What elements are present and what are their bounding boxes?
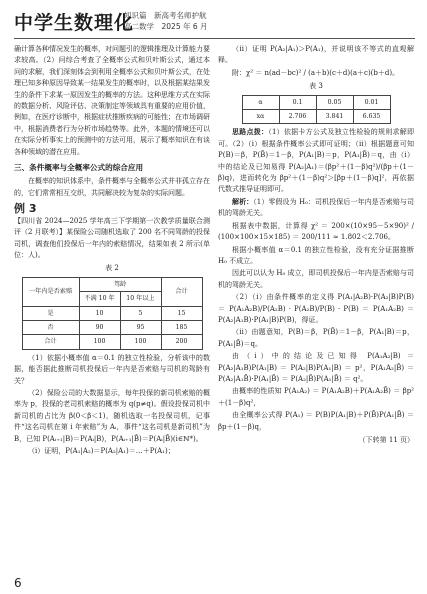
table-cell: 合计 — [22, 335, 79, 349]
critical-value-table — [242, 95, 391, 125]
table-row — [22, 335, 202, 349]
table-cell: 100 — [120, 335, 161, 349]
table-row — [22, 306, 202, 320]
table-cell: 95 — [120, 320, 161, 334]
question-2-ii: （ii）证明 P(A₂|A₁)＞P(A₁)，并说明该不等式的直观解释。 — [218, 45, 414, 65]
paragraph: 在概率的知识体系中，条件概率与全概率公式并非孤立存在的，它们常常相互交织，共同解决较为复杂的实际问题。 — [14, 177, 210, 197]
solution-text: （1）零假设为 H₀：司机投保后一年内是否索赔与司机的驾龄无关。 — [218, 197, 415, 218]
table-col-header: 不满 10 年 — [79, 292, 120, 306]
paragraph: （2）（i）由条件概率的定义得 P(A₁|A₂B)·P(A₂|B)P(B) ＝ P(A₁A₂B)/P(A₂B) · P(A₂B)/P(B) · P(B) ＝ P(A₁A₂B) ＝ P(A₂|A₁B)·P(A₁|B)P(B)，得证。 — [218, 293, 414, 324]
page-number: 6 — [14, 576, 22, 590]
section-heading: 三、条件概率与全概率公式的综合应用 — [14, 163, 144, 173]
question-2-i: （i）证明，P(A₁|A₂)＝P(A₂|A₁)＝…＋P(A₁)； — [28, 447, 175, 455]
table-cell: 是 — [22, 306, 79, 320]
example-heading — [14, 203, 210, 214]
table-caption: 表 3 — [309, 82, 323, 91]
table-cell: 2.706 — [279, 110, 316, 124]
paragraph: 根据表中数据，计算得 χ² ＝ 200×(10×95－5×90)² / (100×100×15×185) ＝ 200/111 ≈ 1.802＜2.706。 — [218, 221, 414, 242]
edition-line: 知识篇 新高考名师护航 — [124, 11, 207, 20]
right-column — [218, 44, 414, 446]
page-header — [0, 0, 427, 42]
solution-label: 解析： — [232, 197, 254, 206]
chi-square-formula: 附：χ² ＝ n(ad－bc)² / (a＋b)(c＋d)(a＋c)(b＋d)。 — [232, 68, 400, 77]
table-cell: 3.841 — [316, 110, 353, 124]
paragraph: 由概率的性质知 P(A₁A₂) ＝ P(A₁A₂B)＋P(A₁A₂B̄) ＝ βp²＋(1－β)q²， — [218, 387, 414, 407]
table-caption: 表 2 — [105, 264, 119, 273]
paragraph: 由全概率公式得 P(A₁) ＝ P(B)P(A₁|B)＋P(B̄)P(A₁|B̄) ＝ βp＋(1－β)q， — [218, 411, 414, 431]
paragraph: 由（i）中的结论及已知得 P(A₁A₂|B) ＝ P(A₂|A₁B)P(A₁|B) ＝ P(A₂|B)P(A₁|B) ＝ p²，P(A₁A₂|B̄) ＝ P(A₂|A₁B̄)·P(A₁|B̄) ＝ P(A₂|B̄)P(A₁|B̄) ＝ q²。 — [218, 352, 414, 383]
table-row — [22, 320, 202, 334]
header-rule — [14, 38, 415, 39]
table-col-header: 10 年以上 — [120, 292, 161, 306]
issue-line: 高二数学 2025 年 6 月 — [124, 22, 208, 31]
table-group-header: 驾龄 — [79, 277, 161, 291]
table-cell: 90 — [79, 320, 120, 334]
header-info — [124, 10, 208, 32]
table-cell: 15 — [161, 306, 202, 320]
table-cell: 0.05 — [316, 95, 353, 109]
left-column — [14, 44, 210, 458]
paragraph: （ii）由题意知，P(B)＝β，P(B̄)＝1－β，P(A₁|B)＝p，P(A₁|B̄)＝q。 — [218, 328, 414, 348]
table-cell: 5 — [120, 306, 161, 320]
paragraph: 根据小概率值 α＝0.1 的独立性检验，没有充分证据推断 H₀ 不成立。 — [218, 245, 414, 265]
table-total-header: 合计 — [161, 277, 202, 306]
table-cell: xα — [242, 110, 279, 124]
table-cell: 0.1 — [279, 95, 316, 109]
claims-table — [22, 277, 203, 350]
table-cell: 185 — [161, 320, 202, 334]
table-row — [242, 110, 390, 124]
table-cell: 100 — [79, 335, 120, 349]
hint-paragraph — [218, 127, 414, 195]
table-cell: 0.01 — [353, 95, 390, 109]
continued-note: （下转第 11 页） — [358, 436, 414, 444]
table-cell: 否 — [22, 320, 79, 334]
table-cell: 6.635 — [353, 110, 390, 124]
magazine-logo: 中学生数理化 — [14, 12, 135, 34]
table-cell: 200 — [161, 335, 202, 349]
hint-text: （1）依据卡方公式及独立性检验的规则求解即可。（2）（i）根据条件概率公式即可证明；（ii）根据题意可知 P(B)＝β，P(B̄)＝1－β，P(A₁|B)＝p，P(A₁|B̄)＝q，由（i）中的结论及已知易得 P(A₂|A₁)＝(βp²＋(1－β)q²)/(βp＋(1－β)q)，进而转化为 βp²＋(1－β)q²＞[βp＋(1－β)q]²，再依据代数式推导证明即可。 — [218, 128, 415, 194]
paragraph: 因此可以认为 H₀ 成立，即司机投保后一年内是否索赔与司机的驾龄无关。 — [218, 269, 414, 289]
table-cell: α — [242, 95, 279, 109]
paragraph: 确计算各种情况发生的概率，对问题引的逻辑推理及计算能力要求较高。（2）问综合考查了全概率公式和贝叶斯公式，通过本问的求解，我们深刻体会到利用全概率公式和贝叶斯公式，在处理已知多种原因导致某一结果发生的概率时，以及根据某结果发生的条件下求某一原因发生的概率的方法。这种思维方式在实际的数据分析、风险评估、决策制定等领域具有重要的应用价值，例如，在医疗诊断中，根据症状推断疾病的可能性；在市场调研中，根据消费者行为分析市场趋势等。此外，本题的情境还可以在实际分析事实上的预测中的方法可用，展示了概率知识在有谈各种领域的潜在应用。 — [14, 45, 210, 156]
example-text: 【四川省 2024—2025 学年高三下学期第一次教学质量联合测评（2 月联考）】某保险公司随机选取了 200 名不同驾龄的投保司机，调查他们投保后一年内的索赔情况，结果如表 2 所示(单位：人)。 — [14, 216, 210, 259]
hint-label: 思路点拨： — [232, 128, 269, 137]
table-corner: 一年内是否索赔 — [22, 277, 79, 306]
question-2: （2）保险公司的大数据显示，每年投保的新司机索赔的概率为 p，投保的老司机索赔的概率为 q(p≠q)。假设投保司机中新司机的占比为 β(0＜β＜1)，随机选取一名投保司机，记事件“这名司机在第 i 年索赔”为 Aᵢ，事件“这名司机是新司机”为 B，已知 P(Aᵢ₊₁|B)＝P(Aᵢ|B)，P(Aᵢ₊₁|B̄)＝P(Aᵢ|B̄)(i∈ℕ*)。 — [14, 388, 210, 443]
question-1: （1）依据小概率值 α＝0.1 的独立性检验，分析该中的数据，能否据此推断司机投保后一年内是否索赔与司机的驾龄有关？ — [14, 353, 210, 385]
table-row — [242, 95, 390, 109]
example-label: 例 3 — [14, 202, 37, 216]
solution-paragraph — [218, 197, 414, 220]
table-cell: 10 — [79, 306, 120, 320]
